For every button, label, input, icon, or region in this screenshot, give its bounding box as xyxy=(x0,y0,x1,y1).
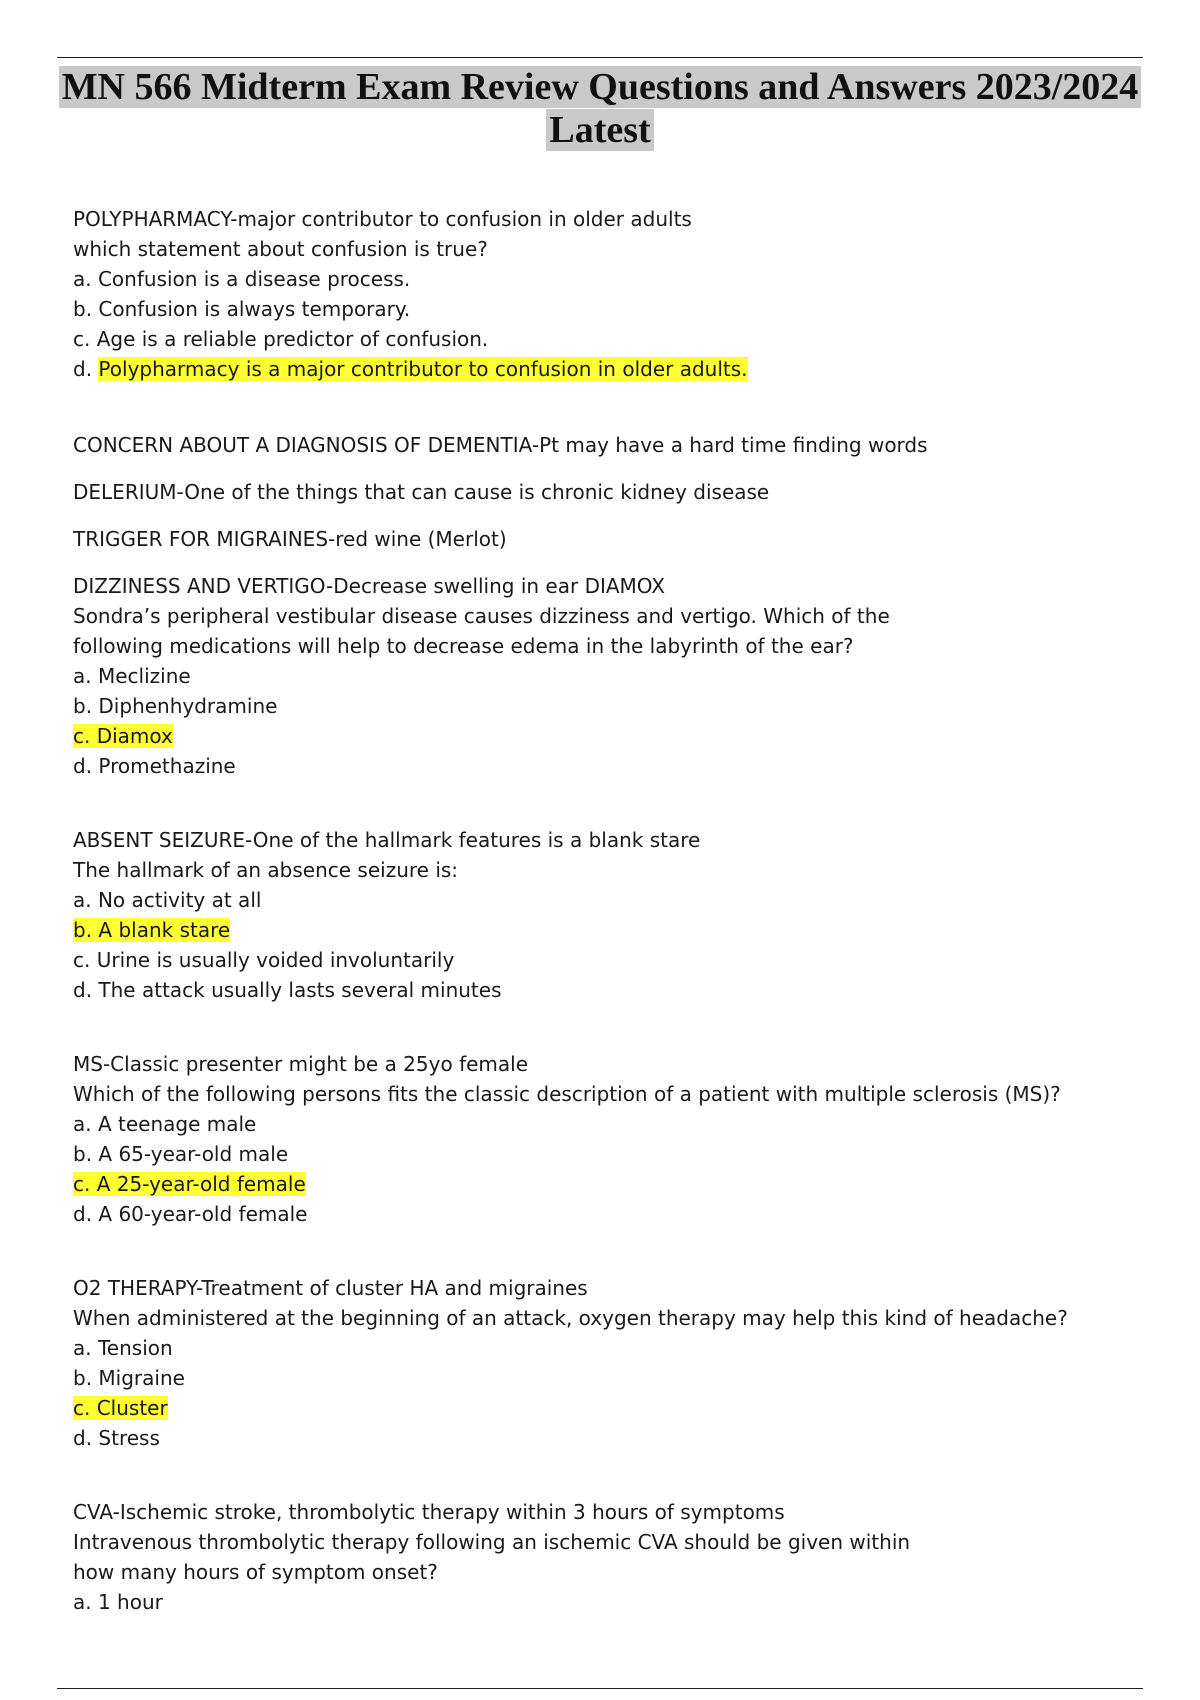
option-a: a. A teenage male xyxy=(73,1112,257,1136)
question-block-absence-seizure xyxy=(73,825,1123,1005)
option-d-prefix: d. xyxy=(73,357,99,381)
option-a: a. Meclizine xyxy=(73,664,191,688)
question-block-polypharmacy xyxy=(73,204,1123,384)
option-c: c. Urine is usually voided involuntarily xyxy=(73,948,455,972)
bottom-rule xyxy=(57,1688,1143,1689)
question-line: The hallmark of an absence seizure is: xyxy=(73,858,459,882)
option-b: b. Confusion is always temporary. xyxy=(73,297,411,321)
topic-line: MS-Classic presenter might be a 25yo female xyxy=(73,1052,529,1076)
option-c xyxy=(73,1169,1123,1199)
note-migraine-trigger: TRIGGER FOR MIGRAINES-red wine (Merlot) xyxy=(73,527,507,551)
option-b: b. Migraine xyxy=(73,1366,185,1390)
question-line: which statement about confusion is true? xyxy=(73,237,488,261)
top-rule xyxy=(57,57,1143,58)
question-line: Which of the following persons fits the classic description of a patient with multiple sclerosis (MS)? xyxy=(73,1082,1061,1106)
option-c: c. Age is a reliable predictor of confusion. xyxy=(73,327,489,351)
topic-line: ABSENT SEIZURE-One of the hallmark features is a blank stare xyxy=(73,828,701,852)
question-block-ms xyxy=(73,1049,1123,1229)
topic-line: DIZZINESS AND VERTIGO-Decrease swelling in ear DIAMOX xyxy=(73,574,665,598)
option-d: d. Promethazine xyxy=(73,754,236,778)
option-a: a. Tension xyxy=(73,1336,173,1360)
highlighted-answer: c. A 25-year-old female xyxy=(73,1172,306,1196)
option-d: d. The attack usually lasts several minutes xyxy=(73,978,502,1002)
question-line: Sondra’s peripheral vestibular disease causes dizziness and vertigo. Which of the following medications will help to decrease edema in the labyrinth of the ear? xyxy=(73,604,890,658)
option-b xyxy=(73,915,1123,945)
topic-line: POLYPHARMACY-major contributor to confusion in older adults xyxy=(73,207,692,231)
document-body xyxy=(73,204,1123,1617)
option-a: a. 1 hour xyxy=(73,1590,163,1614)
highlighted-answer: c. Cluster xyxy=(73,1396,168,1420)
title-line-1: MN 566 Midterm Exam Review Questions and Answers 2023/2024 xyxy=(59,66,1142,108)
topic-line: CVA-Ischemic stroke, thrombolytic therapy within 3 hours of symptoms xyxy=(73,1500,785,1524)
note-dementia: CONCERN ABOUT A DIAGNOSIS OF DEMENTIA-Pt may have a hard time finding words xyxy=(73,433,928,457)
option-d xyxy=(73,354,1123,384)
note-delerium: DELERIUM-One of the things that can cause is chronic kidney disease xyxy=(73,480,770,504)
option-c xyxy=(73,1393,1123,1423)
document-title xyxy=(57,66,1143,152)
question-line: When administered at the beginning of an attack, oxygen therapy may help this kind of headache? xyxy=(73,1306,1068,1330)
option-a: a. No activity at all xyxy=(73,888,262,912)
question-line: Intravenous thrombolytic therapy following an ischemic CVA should be given within how many hours of symptom onset? xyxy=(73,1530,911,1584)
highlighted-answer: Polypharmacy is a major contributor to confusion in older adults. xyxy=(98,357,748,381)
question-block-o2-therapy xyxy=(73,1273,1123,1453)
option-b: b. A 65-year-old male xyxy=(73,1142,289,1166)
option-d: d. A 60-year-old female xyxy=(73,1202,308,1226)
option-b: b. Diphenhydramine xyxy=(73,694,278,718)
highlighted-answer: b. A blank stare xyxy=(73,918,231,942)
title-line-2: Latest xyxy=(546,109,653,151)
question-block-cva xyxy=(73,1497,1123,1617)
option-d: d. Stress xyxy=(73,1426,160,1450)
topic-line: O2 THERAPY-Treatment of cluster HA and migraines xyxy=(73,1276,588,1300)
highlighted-answer: c. Diamox xyxy=(73,724,173,748)
option-a: a. Confusion is a disease process. xyxy=(73,267,411,291)
question-block-dizziness xyxy=(73,571,1123,781)
option-c xyxy=(73,721,1123,751)
